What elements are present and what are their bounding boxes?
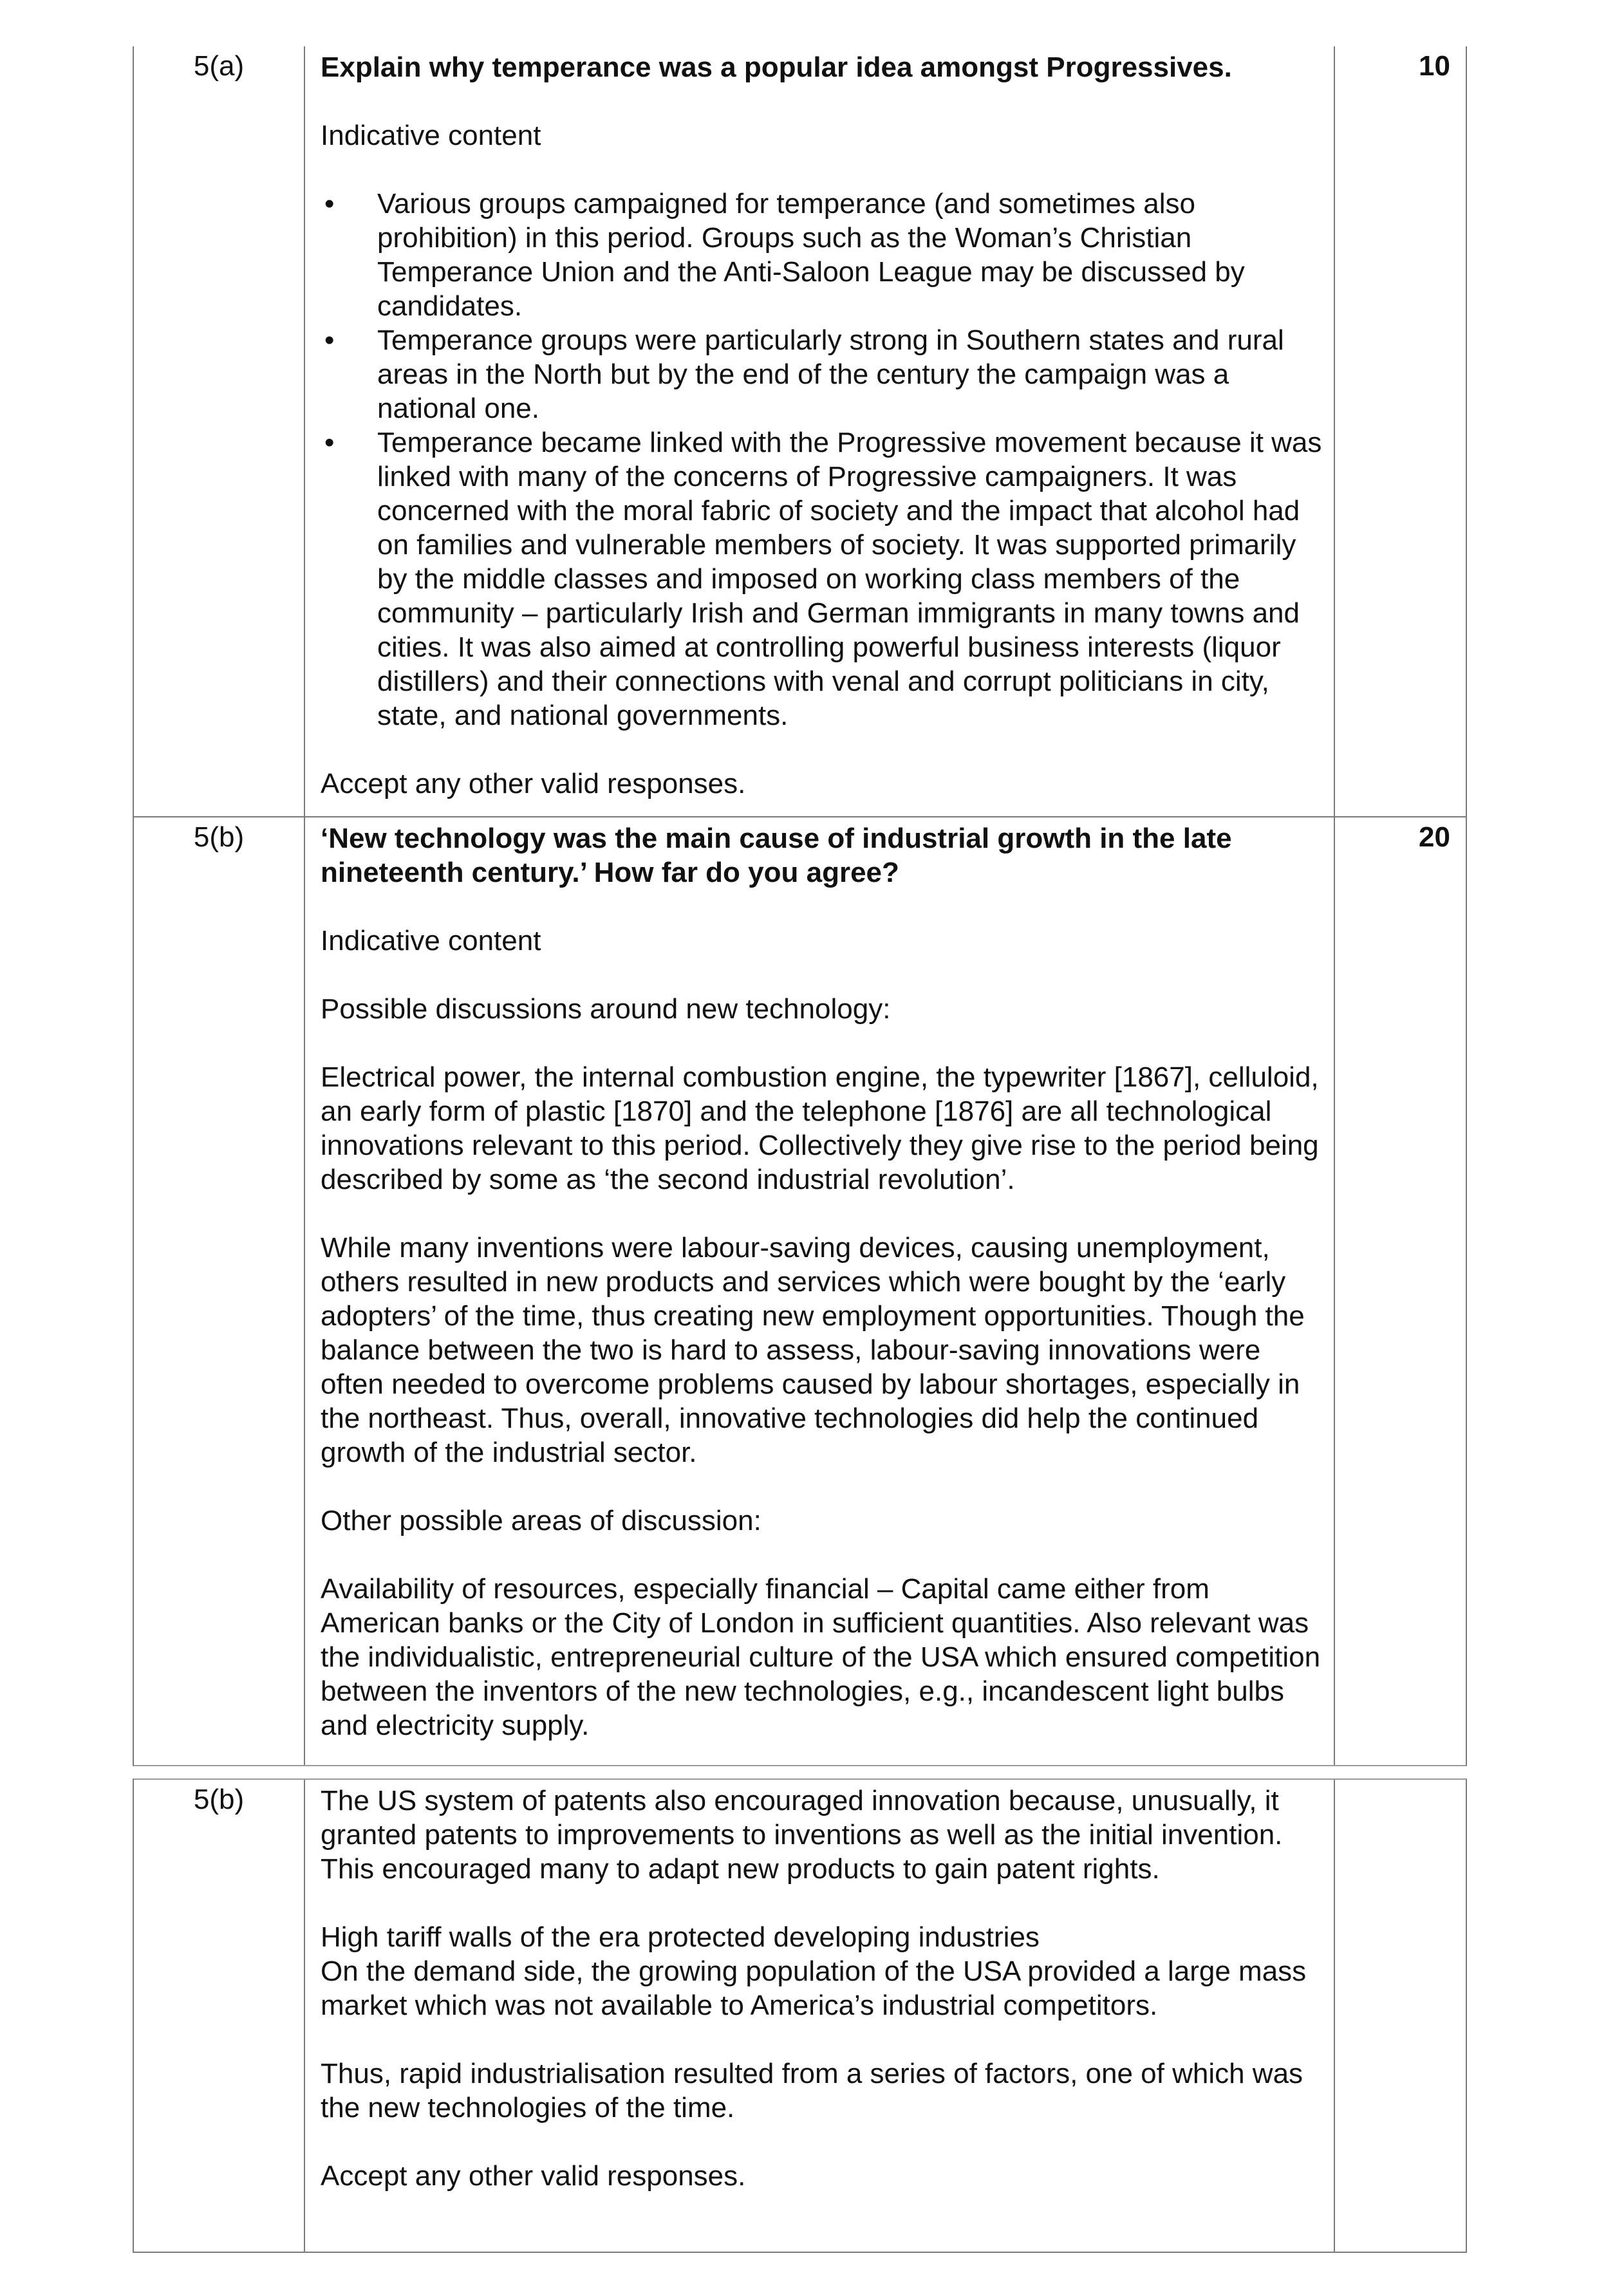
bullet-list: [321, 187, 1325, 733]
mark-scheme-table-continued: [133, 1778, 1467, 2253]
table-row-5b-continued: [134, 1780, 1466, 2252]
paragraph: Other possible areas of discussion:: [321, 1505, 761, 1536]
marks-value: 10: [1419, 50, 1450, 82]
paragraph: Thus, rapid industrialisation resulted from a series of factors, one of which was the new technologies of the time.: [321, 2058, 1303, 2123]
indicative-content-heading: Indicative content: [321, 925, 541, 957]
list-item-text: Temperance groups were particularly strong in Southern states and rural areas in the North but by the end of the century the campaign was a national one.: [377, 324, 1284, 424]
list-item: [321, 187, 1325, 323]
paragraph: Electrical power, the internal combustion engine, the typewriter [1867], celluloid, an early form of plastic [1870] and the telephone [1876] are all technological innovations relevant to this period. Collectively they give rise to the period being described by some as ‘the second industrial revolution’.: [321, 1061, 1319, 1195]
paragraph: Possible discussions around new technology:: [321, 993, 891, 1025]
paragraph-line: On the demand side, the growing population of the USA provided a large mass market which was not available to America’s industrial competitors.: [321, 1955, 1307, 2021]
list-item-text: Various groups campaigned for temperance (and sometimes also prohibition) in this period. Groups such as the Woman’s Christian Temperance Union and the Anti-Saloon League may be discussed by candidates.: [377, 188, 1245, 322]
list-item-text: Temperance became linked with the Progressive movement because it was linked with many of the concerns of Progressive campaigners. It was concerned with the moral fabric of society and the impact that alcohol had on families and vulnerable members of society. It was supported primarily by the middle classes and imposed on working class members of the community – particularly Irish and German immigrants in many towns and cities. It was also aimed at controlling powerful business interests (liquor distillers) and their connections with venal and corrupt politicians in city, state, and national governments.: [377, 427, 1322, 731]
column-divider: [304, 817, 305, 1765]
answer-cell: [321, 50, 1325, 801]
question-number: 5(b): [193, 821, 245, 853]
paragraph: The US system of patents also encouraged innovation because, unusually, it granted patents to improvements to inventions as well as the initial invention. This encouraged many to adapt new products to gain patent rights.: [321, 1785, 1283, 1885]
column-divider: [1334, 1780, 1335, 2252]
table-row-5b: [134, 817, 1466, 1765]
answer-cell: [321, 1784, 1325, 2193]
closing-note: Accept any other valid responses.: [321, 768, 746, 799]
paragraph: While many inventions were labour-saving devices, causing unemployment, others resulted in new products and services which were bought by the ‘early adopters’ of the time, thus creating new employment opportunities. Though the balance between the two is hard to assess, labour-saving innovations were often needed to overcome problems caused by labour shortages, especially in the northeast. Thus, overall, innovative technologies did help the continued growth of the industrial sector.: [321, 1232, 1305, 1468]
column-divider: [304, 46, 305, 816]
question-number: 5(a): [193, 50, 245, 82]
closing-note: Accept any other valid responses.: [321, 2160, 746, 2192]
answer-cell: [321, 821, 1325, 1742]
indicative-content-heading: Indicative content: [321, 120, 541, 151]
paragraph: Availability of resources, especially financial – Capital came either from American banks or the City of London in sufficient quantities. Also relevant was the individualistic, entrepreneurial culture of the USA which ensured competition between the inventors of the new technologies, e.g., incandescent light bulbs and electricity supply.: [321, 1573, 1321, 1741]
question-text: Explain why temperance was a popular idea amongst Progressives.: [321, 51, 1232, 83]
marks-value: 20: [1419, 821, 1450, 853]
table-row-5a: [134, 46, 1466, 817]
column-divider: [1334, 817, 1335, 1765]
column-divider: [1334, 46, 1335, 816]
paragraph: [321, 1920, 1325, 2022]
question-number: 5(b): [193, 1784, 245, 1815]
list-item: [321, 323, 1325, 425]
paragraph-line: High tariff walls of the era protected developing industries: [321, 1921, 1040, 1953]
bullet-icon: •: [324, 324, 335, 356]
question-text: ‘New technology was the main cause of industrial growth in the late nineteenth century.’ How far do you agree?: [321, 823, 1232, 888]
list-item: [321, 425, 1325, 733]
column-divider: [304, 1780, 305, 2252]
mark-scheme-table: [133, 46, 1467, 1766]
bullet-icon: •: [324, 188, 335, 219]
bullet-icon: •: [324, 427, 335, 458]
